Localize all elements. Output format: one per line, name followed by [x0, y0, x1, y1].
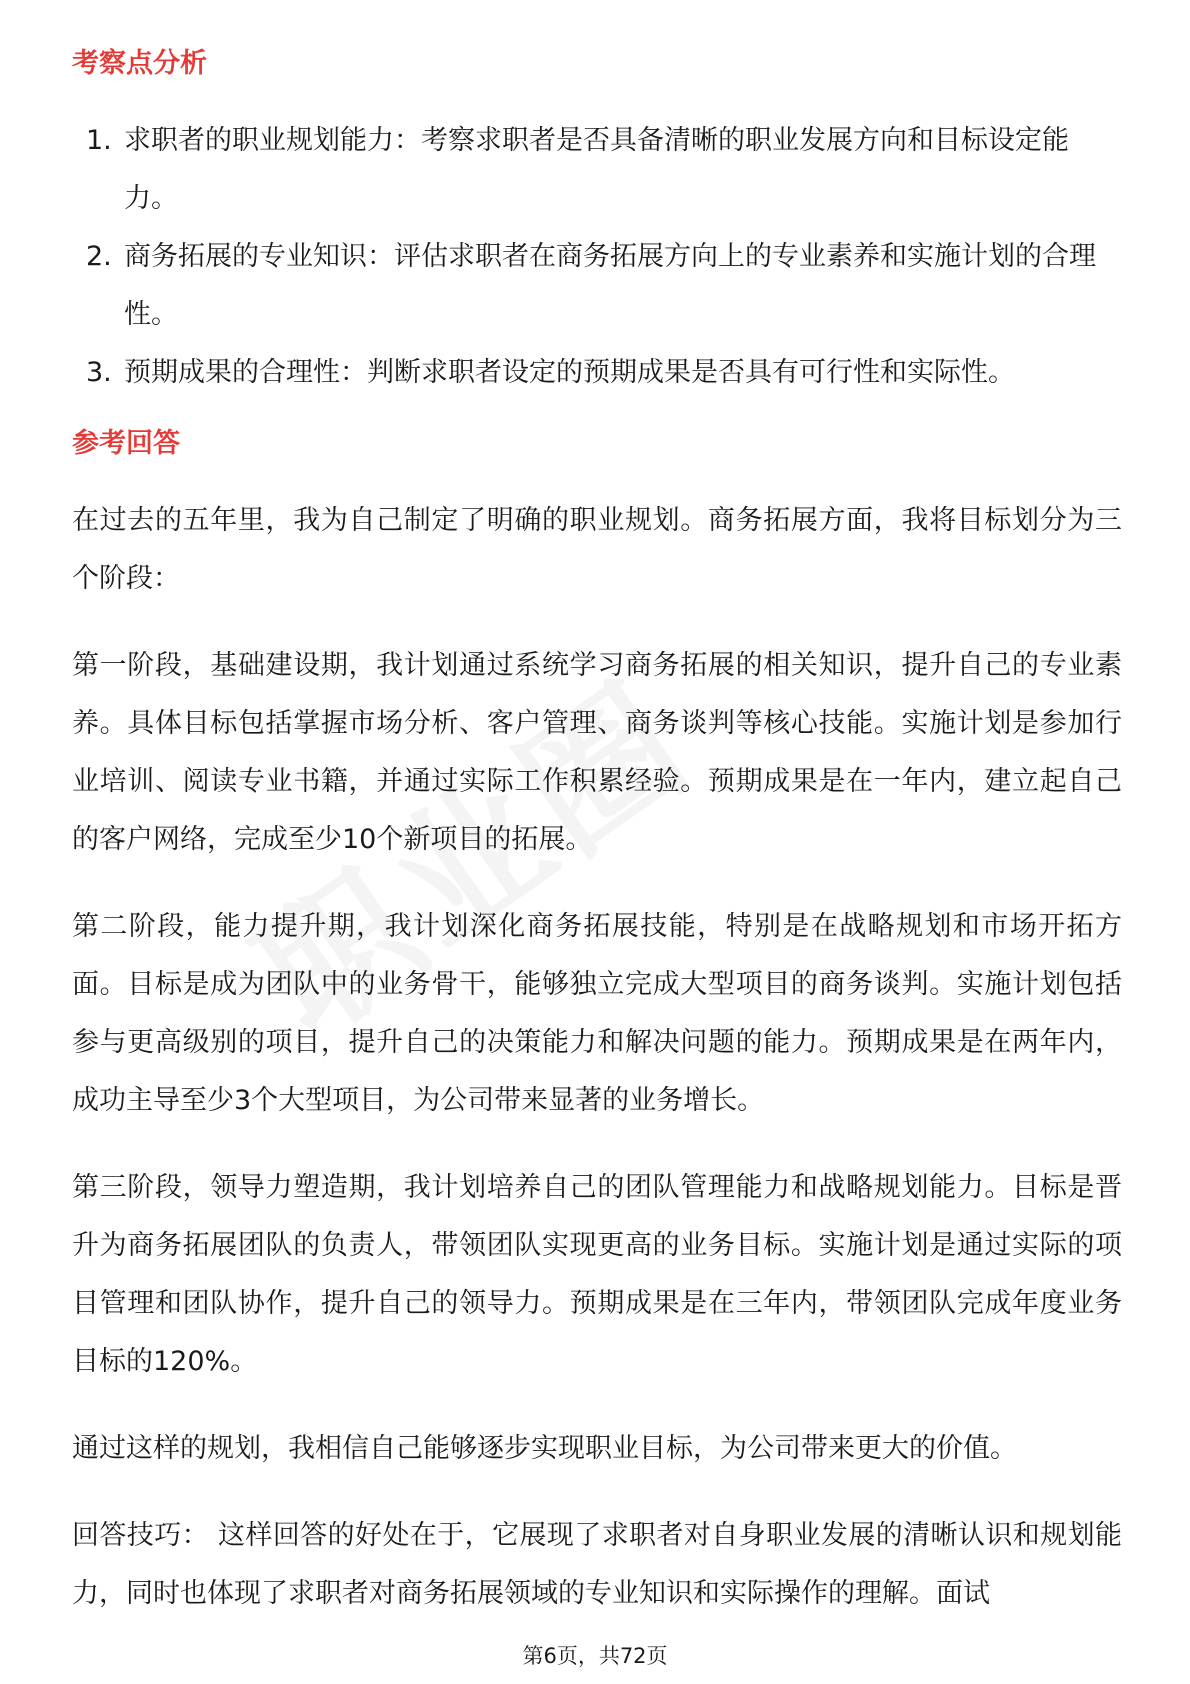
list-item — [72, 112, 1122, 228]
list-item-text: 求职者的职业规划能力：考察求职者是否具备清晰的职业发展方向和目标设定能力。 — [124, 125, 1069, 214]
paragraph-stage-three: 第三阶段，领导力塑造期，我计划培养自己的团队管理能力和战略规划能力。目标是晋升为商务拓展团队的负责人，带领团队实现更高的业务目标。实施计划是通过实际的项目管理和团队协作，提升自己的领导力。预期成果是在三年内，带领团队完成年度业务目标的120%。 — [72, 1172, 1122, 1377]
list-item-text: 商务拓展的专业知识：评估求职者在商务拓展方向上的专业素养和实施计划的合理性。 — [124, 241, 1096, 330]
list-number: 3. — [86, 357, 112, 388]
paragraph-conclusion: 通过这样的规划，我相信自己能够逐步实现职业目标，为公司带来更大的价值。 — [72, 1433, 1017, 1464]
analysis-list — [72, 112, 1122, 402]
section-heading-analysis: 考察点分析 — [72, 48, 207, 79]
list-item — [72, 344, 1122, 402]
paragraph-intro: 在过去的五年里，我为自己制定了明确的职业规划。商务拓展方面，我将目标划分为三个阶段： — [72, 505, 1122, 594]
section-heading-answer: 参考回答 — [72, 428, 180, 459]
list-item — [72, 228, 1122, 344]
list-number: 2. — [86, 241, 112, 272]
paragraph-stage-one: 第一阶段，基础建设期，我计划通过系统学习商务拓展的相关知识，提升自己的专业素养。具体目标包括掌握市场分析、客户管理、商务谈判等核心技能。实施计划是参加行业培训、阅读专业书籍，并通过实际工作积累经验。预期成果是在一年内，建立起自己的客户网络，完成至少10个新项目的拓展。 — [72, 650, 1122, 855]
list-number: 1. — [86, 125, 112, 156]
paragraph-tips: 回答技巧： 这样回答的好处在于，它展现了求职者对自身职业发展的清晰认识和规划能力，同时也体现了求职者对商务拓展领域的专业知识和实际操作的理解。面试 — [72, 1520, 1122, 1609]
page-footer: 第6页，共72页 — [522, 1644, 668, 1668]
list-item-text: 预期成果的合理性：判断求职者设定的预期成果是否具有可行性和实际性。 — [124, 357, 1015, 388]
paragraph-stage-two: 第二阶段，能力提升期，我计划深化商务拓展技能，特别是在战略规划和市场开拓方面。目标是成为团队中的业务骨干，能够独立完成大型项目的商务谈判。实施计划包括参与更高级别的项目，提升自己的决策能力和解决问题的能力。预期成果是在两年内，成功主导至少3个大型项目，为公司带来显著的业务增长。 — [72, 911, 1122, 1116]
content — [72, 44, 1122, 1652]
